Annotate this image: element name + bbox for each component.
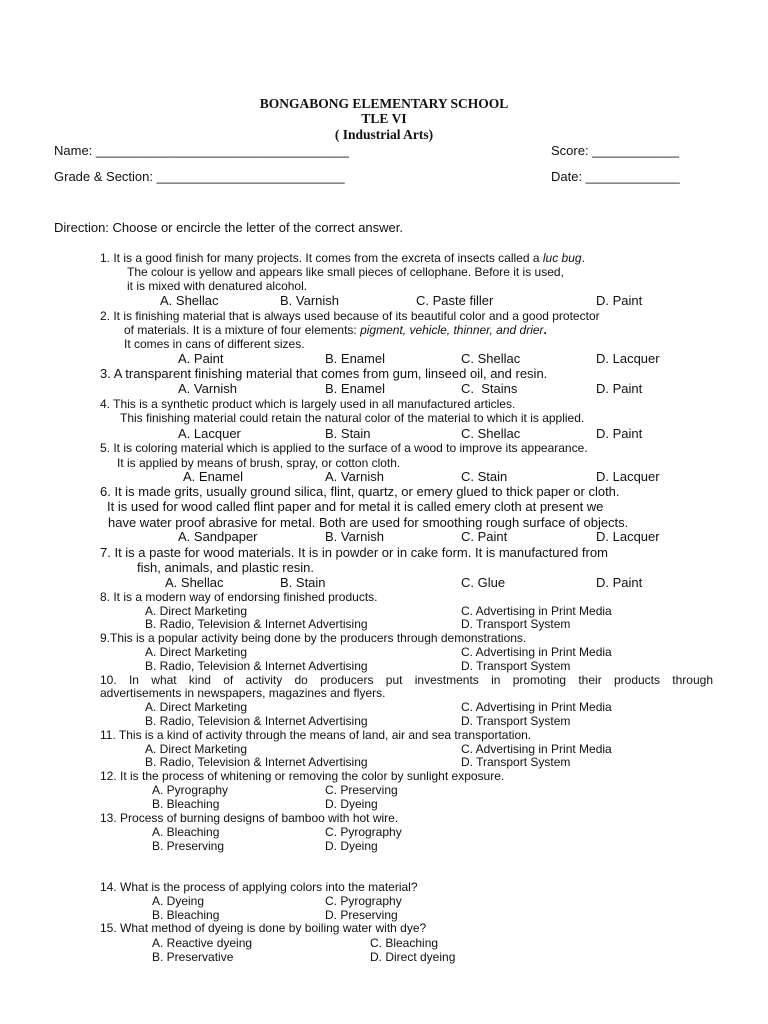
question-4-line-1: 4. This is a synthetic product which is largely used in all manufactured articles.	[100, 397, 516, 411]
q2-choice-a[interactable]: A. Paint	[178, 351, 224, 366]
question-9-line-1: 9.This is a popular activity being done by the producers through demonstrations.	[100, 631, 527, 645]
q7-choice-c[interactable]: C. Glue	[461, 575, 506, 590]
q15-choice-c[interactable]: C. Bleaching	[370, 936, 439, 950]
q10-choice-b[interactable]: B. Radio, Television & Internet Advertising	[145, 714, 368, 728]
q5-choice-a[interactable]: A. Enamel	[183, 469, 243, 484]
question-8-line-1: 8. It is a modern way of endorsing finished products.	[100, 590, 378, 604]
grade-title: TLE VI	[361, 111, 407, 126]
q12-choice-a[interactable]: A. Pyrography	[152, 783, 229, 797]
question-13-line-1: 13. Process of burning designs of bamboo with hot wire.	[100, 811, 399, 825]
question-2-line-2: of materials. It is a mixture of four elements: pigment, vehicle, thinner, and drier.	[124, 323, 547, 337]
score-field[interactable]: Score: ____________	[551, 143, 679, 158]
question-6-line-1: 6. It is made grits, usually ground silica, flint, quartz, or emery glued to thick paper or cloth.	[100, 484, 620, 499]
question-15-line-1: 15. What method of dyeing is done by boiling water with dye?	[100, 921, 427, 935]
q11-choice-b[interactable]: B. Radio, Television & Internet Advertising	[145, 755, 368, 769]
question-1-line-1: 1. It is a good finish for many projects. It comes from the excreta of insects called a luc bug.	[100, 251, 585, 265]
q6-choice-d[interactable]: D. Lacquer	[596, 529, 660, 544]
school-name: BONGABONG ELEMENTARY SCHOOL	[259, 96, 509, 111]
q7-choice-d[interactable]: D. Paint	[596, 575, 643, 590]
question-11-line-1: 11. This is a kind of activity through the means of land, air and sea transportation.	[100, 728, 532, 742]
grade-section-field[interactable]: Grade & Section: __________________________	[54, 169, 345, 184]
q14-choice-c[interactable]: C. Pyrography	[325, 894, 402, 908]
q13-choice-c[interactable]: C. Pyrography	[325, 825, 402, 839]
q12-choice-b[interactable]: B. Bleaching	[152, 797, 220, 811]
q13-choice-a[interactable]: A. Bleaching	[152, 825, 220, 839]
q12-choice-c[interactable]: C. Preserving	[325, 783, 398, 797]
q15-choice-b[interactable]: B. Preservative	[152, 950, 234, 964]
q14-choice-d[interactable]: D. Preserving	[325, 908, 398, 922]
q3-choice-a[interactable]: A. Varnish	[178, 381, 238, 396]
q2-choice-c[interactable]: C. Shellac	[461, 351, 521, 366]
q4-choice-c[interactable]: C. Shellac	[461, 426, 521, 441]
q9-choice-c[interactable]: C. Advertising in Print Media	[461, 645, 612, 659]
q8-choice-a[interactable]: A. Direct Marketing	[145, 604, 248, 618]
q4-choice-a[interactable]: A. Lacquer	[178, 426, 241, 441]
q1-choice-c[interactable]: C. Paste filler	[416, 293, 494, 308]
q3-choice-c[interactable]: C. Stains	[461, 381, 518, 396]
q10-choice-c[interactable]: C. Advertising in Print Media	[461, 700, 612, 714]
q6-choice-b[interactable]: B. Varnish	[325, 529, 385, 544]
q4-choice-d[interactable]: D. Paint	[596, 426, 643, 441]
q6-choice-a[interactable]: A. Sandpaper	[178, 529, 258, 544]
question-6-line-2: It is used for wood called flint paper and for metal it is called emery cloth at present we	[107, 499, 604, 514]
question-5-line-2: It is applied by means of brush, spray, or cotton cloth.	[117, 456, 401, 470]
q13-choice-d[interactable]: D. Dyeing	[325, 839, 378, 853]
q8-choice-c[interactable]: C. Advertising in Print Media	[461, 604, 612, 618]
q10-choice-a[interactable]: A. Direct Marketing	[145, 700, 248, 714]
q13-choice-b[interactable]: B. Preserving	[152, 839, 225, 853]
question-7-line-1: 7. It is a paste for wood materials. It is in powder or in cake form. It is manufactured from	[100, 545, 608, 560]
q14-choice-a[interactable]: A. Dyeing	[152, 894, 205, 908]
q1-choice-a[interactable]: A. Shellac	[160, 293, 219, 308]
subject-title: ( Industrial Arts)	[334, 127, 434, 142]
question-4-line-2: This finishing material could retain the natural color of the material to which it is applied.	[120, 411, 585, 425]
question-12-line-1: 12. It is the process of whitening or removing the color by sunlight exposure.	[100, 769, 505, 783]
q15-choice-a[interactable]: A. Reactive dyeing	[152, 936, 253, 950]
q4-choice-b[interactable]: B. Stain	[325, 426, 371, 441]
q2-choice-d[interactable]: D. Lacquer	[596, 351, 660, 366]
q7-choice-b[interactable]: B. Stain	[280, 575, 326, 590]
q11-choice-a[interactable]: A. Direct Marketing	[145, 742, 248, 756]
q1-choice-d[interactable]: D. Paint	[596, 293, 643, 308]
question-14-line-1: 14. What is the process of applying colors into the material?	[100, 880, 418, 894]
q6-choice-c[interactable]: C. Paint	[461, 529, 508, 544]
question-1-line-2: The colour is yellow and appears like small pieces of cellophane. Before it is used,	[127, 265, 564, 279]
q11-choice-d[interactable]: D. Transport System	[461, 755, 571, 769]
q8-choice-d[interactable]: D. Transport System	[461, 617, 571, 631]
q14-choice-b[interactable]: B. Bleaching	[152, 908, 220, 922]
q3-choice-d[interactable]: D. Paint	[596, 381, 643, 396]
q8-choice-b[interactable]: B. Radio, Television & Internet Advertising	[145, 617, 368, 631]
question-7-line-2: fish, animals, and plastic resin.	[137, 560, 315, 575]
date-field[interactable]: Date: _____________	[551, 169, 680, 184]
question-2-line-1: 2. It is finishing material that is always used because of its beautiful color and a good protector	[100, 309, 600, 323]
q12-choice-d[interactable]: D. Dyeing	[325, 797, 378, 811]
q9-choice-a[interactable]: A. Direct Marketing	[145, 645, 248, 659]
question-10-line-1: 10. In what kind of activity do producers put investments in promoting their products through	[100, 673, 713, 687]
q15-choice-d[interactable]: D. Direct dyeing	[370, 950, 456, 964]
q9-choice-b[interactable]: B. Radio, Television & Internet Advertising	[145, 659, 368, 673]
direction-text: Direction: Choose or encircle the letter of the correct answer.	[54, 220, 403, 235]
question-1-line-3: it is mixed with denatured alcohol.	[127, 279, 308, 293]
q5-choice-d[interactable]: D. Lacquer	[596, 469, 660, 484]
q10-choice-d[interactable]: D. Transport System	[461, 714, 571, 728]
q5-choice-b[interactable]: A. Varnish	[325, 469, 385, 484]
question-2-line-3: It comes in cans of different sizes.	[124, 337, 305, 351]
q7-choice-a[interactable]: A. Shellac	[165, 575, 224, 590]
q2-choice-b[interactable]: B. Enamel	[325, 351, 385, 366]
question-3-line-1: 3. A transparent finishing material that comes from gum, linseed oil, and resin.	[100, 366, 548, 381]
q9-choice-d[interactable]: D. Transport System	[461, 659, 571, 673]
q3-choice-b[interactable]: B. Enamel	[325, 381, 385, 396]
question-10-line-2: advertisements in newspapers, magazines and flyers.	[100, 686, 386, 700]
question-5-line-1: 5. It is coloring material which is applied to the surface of a wood to improve its appearance.	[100, 441, 588, 455]
question-6-line-3: have water proof abrasive for metal. Both are used for smoothing rough surface of objects.	[108, 515, 629, 530]
q1-choice-b[interactable]: B. Varnish	[280, 293, 340, 308]
q11-choice-c[interactable]: C. Advertising in Print Media	[461, 742, 612, 756]
name-field[interactable]: Name: ___________________________________	[54, 143, 349, 158]
q5-choice-c[interactable]: C. Stain	[461, 469, 508, 484]
